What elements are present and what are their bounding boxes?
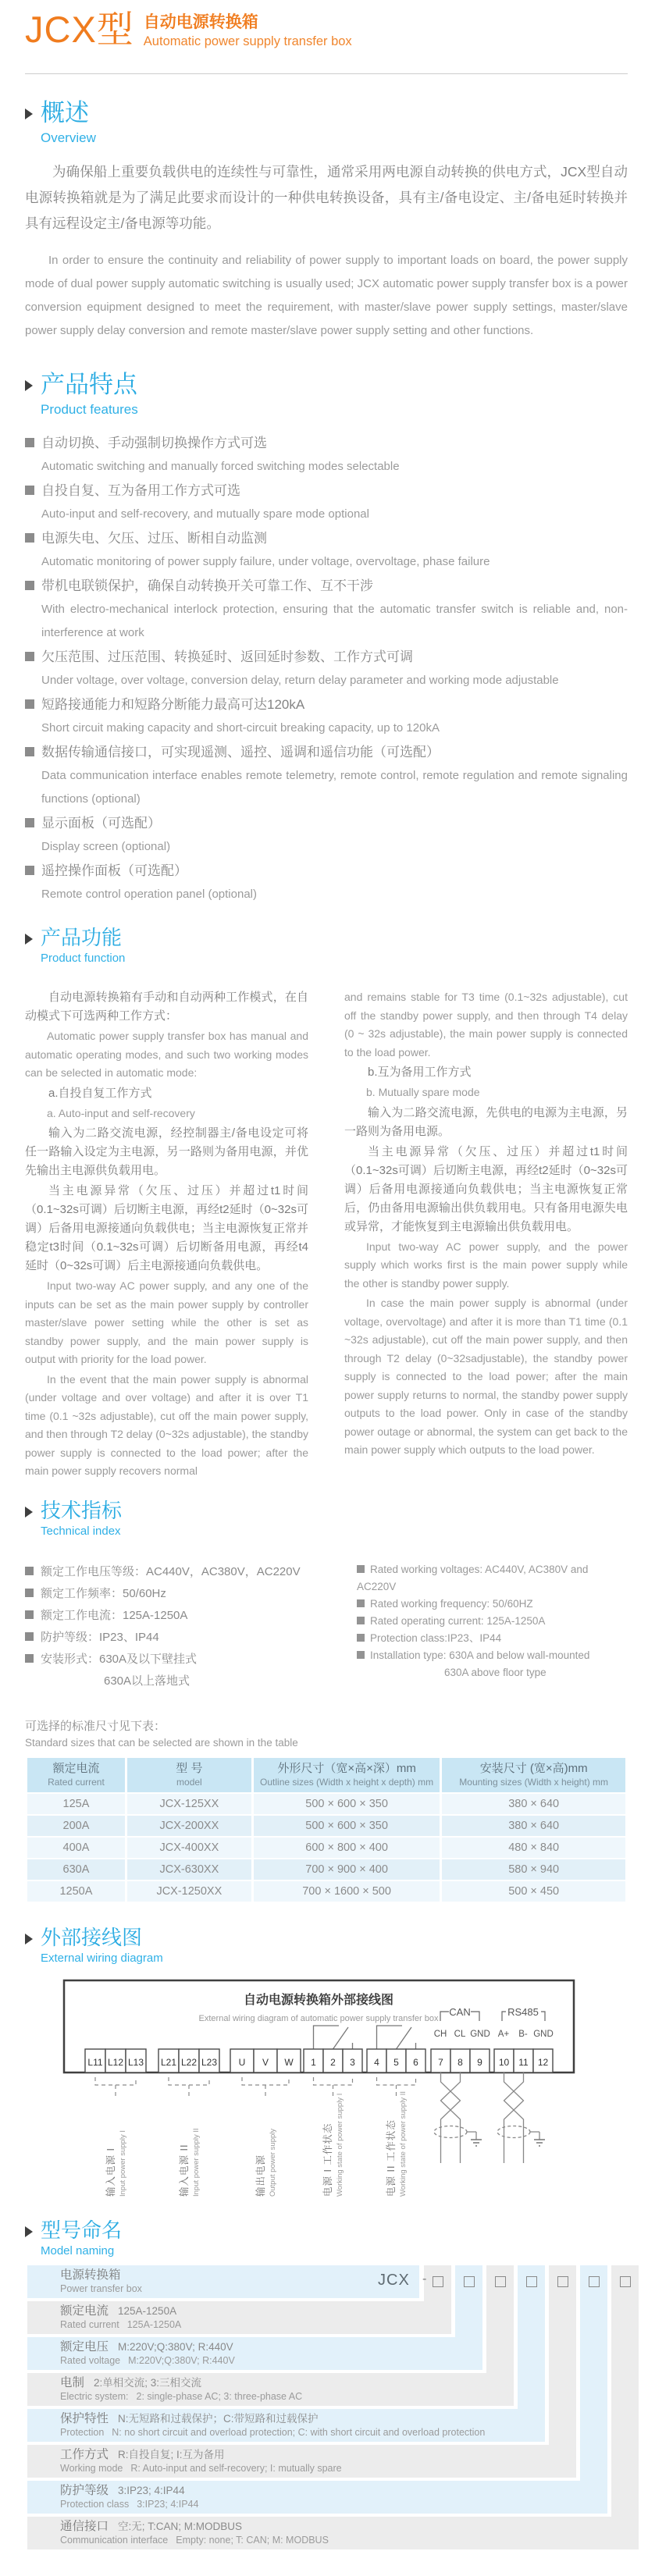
terminal-label: L21 xyxy=(160,2056,177,2068)
feature-zh: 数据传输通信接口，可实现遥测、遥控、遥调和遥信功能（可选配） xyxy=(41,745,440,760)
square-bullet-icon xyxy=(357,1599,365,1607)
function-paragraph: and remains stable for T3 time (0.1~32s adjustable), cut off the standby power supply, and then through T4 delay (0 ~ 32s adjustable), the main power supply is connected to the load power. xyxy=(344,991,628,1059)
feature-zh: 自投自复、互为备用工作方式可选 xyxy=(41,483,240,498)
section-overview xyxy=(25,98,628,343)
cell-model: JCX-630XX xyxy=(127,1859,251,1880)
cell-model: JCX-400XX xyxy=(127,1838,251,1858)
group-label-zh: 输入电源 II xyxy=(179,2144,190,2197)
pin-label: CH xyxy=(433,2029,447,2039)
section-marker-icon xyxy=(25,1507,33,1517)
feature-item xyxy=(25,479,628,526)
table-intro-en: Standard sizes that can be selected are shown in the table xyxy=(25,1736,298,1749)
function-columns xyxy=(25,987,628,1481)
wiring-diagram xyxy=(56,1974,587,2208)
cell-rated-current: 630A xyxy=(27,1859,125,1880)
technical-columns xyxy=(25,1561,628,1692)
feature-zh: 短路接通能力和短路分断能力最高可达120kA xyxy=(41,697,305,712)
cell-outline: 500 × 600 × 350 xyxy=(254,1794,440,1814)
technical-title-zh: 技术指标 xyxy=(41,1498,123,1522)
cell-model: JCX-125XX xyxy=(127,1794,251,1814)
function-paragraph: In case the main power supply is abnormal (under voltage, overvoltage) and after it is more than T1 time (0.1 ~32s adjustable), cut off the main power supply, and then through T2 delay (0~32sadjustable), the standby power supply is connected to the load power; after the main power supply returns to normal, the standby power supply outputs to the load power. Only in case of the standby power outage or abnormal, the system can get back to the main power supply which outputs to the load power. xyxy=(344,1297,628,1456)
terminal-cells xyxy=(85,2049,553,2073)
pin-label: GND xyxy=(533,2029,554,2039)
contact-switch-icon xyxy=(314,2026,353,2049)
naming-row: 防护等级 3:IP23; 4:IP44 Protection class 3:IP23; 4:IP44 xyxy=(27,2481,607,2514)
can-label: CAN xyxy=(449,2005,471,2018)
naming-strip xyxy=(611,2265,639,2549)
product-model: JCX型 xyxy=(25,9,134,50)
terminal-label: L22 xyxy=(180,2056,198,2068)
section-model-naming xyxy=(25,2218,628,2549)
feature-item xyxy=(25,574,628,645)
feature-en: Data communication interface enables remote telemetry, remote control, remote regulation and remote signaling functions (optional) xyxy=(41,769,628,806)
terminal-label: 2 xyxy=(330,2056,336,2068)
terminal-label: L11 xyxy=(87,2056,103,2068)
table-row xyxy=(27,1838,625,1858)
features-heading xyxy=(25,369,628,418)
square-bullet-icon xyxy=(25,1610,34,1619)
cell-rated-current: 1250A xyxy=(27,1881,125,1902)
cell-rated-current: 125A xyxy=(27,1794,125,1814)
naming-heading xyxy=(25,2218,628,2259)
tech-spec: Rated operating current: 125A-1250A xyxy=(370,1614,546,1627)
group-label-zh: 电源 I 工作状态 xyxy=(322,2122,333,2197)
cell-rated-current: 200A xyxy=(27,1816,125,1836)
feature-zh: 电源失电、欠压、过压、断相自动监测 xyxy=(41,531,267,546)
square-bullet-icon xyxy=(25,747,34,756)
table-row xyxy=(27,1816,625,1836)
pin-label: CL xyxy=(454,2029,466,2039)
terminal-label: W xyxy=(284,2056,294,2068)
naming-row: 额定电压 M:220V;Q:380V; R:440V Rated voltage M:220V;Q:380V; R:440V xyxy=(27,2337,482,2370)
feature-item xyxy=(25,526,628,574)
naming-row: 保护特性 N:无短路和过载保护；C:带短路和过载保护 Protection N: no short circuit and overload protection; C: with short circuit and overload protection xyxy=(27,2409,545,2442)
square-bullet-icon xyxy=(25,486,34,495)
square-bullet-icon xyxy=(25,1589,34,1597)
tech-spec: 安装形式：630A及以下壁挂式 xyxy=(41,1652,198,1666)
group-label-en: Output power supply xyxy=(269,2128,277,2197)
terminal-label: 3 xyxy=(350,2056,355,2068)
section-marker-icon xyxy=(25,2226,33,2237)
col-mounting-sizes: 安装尺寸 (宽×高)mm Mounting sizes (Width x height) mm xyxy=(442,1758,625,1792)
function-paragraph: b.互为备用工作方式 xyxy=(368,1066,472,1079)
tech-spec: 630A以上落地式 xyxy=(104,1674,190,1688)
technical-left-column xyxy=(25,1561,357,1692)
model-code-box xyxy=(433,2276,443,2287)
overview-heading xyxy=(25,98,628,147)
technical-title-en: Technical index xyxy=(41,1524,121,1538)
model-code-box xyxy=(526,2276,537,2287)
naming-row: 电制 2:单相交流; 3:三相交流 Electric system: 2: single-phase AC; 3: three-phase AC xyxy=(27,2373,514,2406)
wiring-group-labels xyxy=(105,2091,408,2197)
feature-en: Display screen (optional) xyxy=(41,840,171,853)
section-features xyxy=(25,369,628,906)
feature-zh: 显示面板（可选配） xyxy=(41,816,161,831)
features-list xyxy=(25,431,628,906)
terminal-label: 10 xyxy=(498,2056,510,2068)
group-label-en: Input power supply II xyxy=(192,2127,201,2197)
table-intro-zh: 可选择的标准尺寸见下表： xyxy=(25,1719,166,1733)
twisted-pair-icon xyxy=(434,2073,476,2163)
model-code-box xyxy=(557,2276,568,2287)
pin-label: B- xyxy=(518,2029,528,2039)
terminal-label: L13 xyxy=(127,2056,144,2068)
function-paragraph: In the event that the main power supply is abnormal (under voltage and over voltage) and after it is over T1 time (0.1 ~32s adjustable), cut off the main power supply, and then through T2 delay (0~32s adjustable), the standby power supply is connected to the load power; after the main power supply recovers normal xyxy=(25,1372,308,1477)
group-label-en: Working state of power supply I xyxy=(336,2093,344,2197)
feature-item xyxy=(25,431,628,479)
features-title-zh: 产品特点 xyxy=(41,371,137,398)
product-header xyxy=(25,8,628,52)
pin-label: A+ xyxy=(497,2029,510,2039)
terminal-label: V xyxy=(262,2056,269,2068)
rs485-label: RS485 xyxy=(507,2005,539,2018)
function-heading xyxy=(25,925,628,966)
col-model: 型 号 model xyxy=(127,1758,251,1792)
section-function xyxy=(25,925,628,1481)
cell-mounting: 380 × 640 xyxy=(442,1816,625,1836)
cell-model: JCX-200XX xyxy=(127,1816,251,1836)
terminal-label: 9 xyxy=(477,2056,482,2068)
square-bullet-icon xyxy=(357,1617,365,1624)
square-bullet-icon xyxy=(25,581,34,590)
model-prefix: JCX xyxy=(378,2271,410,2289)
function-title-zh: 产品功能 xyxy=(41,926,123,949)
col-rated-current: 额定电流 Rated current xyxy=(27,1758,125,1792)
terminal-label: 1 xyxy=(311,2056,316,2068)
wiring-title-zh: 外部接线图 xyxy=(41,1925,143,1949)
pin-label: GND xyxy=(470,2029,490,2039)
feature-zh: 遥控操作面板（可选配） xyxy=(41,863,187,878)
wiring-title-en: External wiring diagram xyxy=(41,1951,163,1965)
naming-title-zh: 型号命名 xyxy=(41,2218,123,2242)
terminal-label: U xyxy=(238,2056,246,2068)
function-paragraph: a. Auto-input and self-recovery xyxy=(47,1106,195,1119)
feature-item xyxy=(25,859,628,906)
function-title-en: Product function xyxy=(41,952,126,965)
feature-en: Auto-input and self-recovery, and mutually spare mode optional xyxy=(41,507,369,521)
col-outline-sizes: 外形尺寸（宽×高×深）mm Outline sizes (Width x height x depth) mm xyxy=(254,1758,440,1792)
overview-paragraph-zh: 为确保船上重要负载供电的连续性与可靠性，通常采用两电源自动转换的供电方式，JCX型自动电源转换箱就是为了满足此要求而设计的一种供电转换设备，具有主/备电设定、主/备电延时转换并具有远程设定主/备电源等功能。 xyxy=(25,164,628,231)
feature-zh: 带机电联锁保护，确保自动转换开关可靠工作、互不干涉 xyxy=(41,578,373,593)
function-right-column xyxy=(344,987,628,1481)
technical-right-column xyxy=(357,1561,628,1692)
naming-row: 通信接口 空:无; T:CAN; M:MODBUS Communication interface Empty: none; T: CAN; M: MODBUS xyxy=(27,2517,639,2549)
tech-spec: 额定工作频率：50/60Hz xyxy=(41,1586,166,1600)
feature-zh: 欠压范围、过压范围、转换延时、返回延时参数、工作方式可调 xyxy=(41,649,413,664)
tech-spec: Rated working frequency: 50/60HZ xyxy=(370,1597,533,1610)
function-paragraph: b. Mutually spare mode xyxy=(366,1086,480,1098)
tech-spec: 额定工作电压等级：AC440V，AC380V，AC220V xyxy=(41,1564,301,1578)
terminal-label: 5 xyxy=(393,2056,399,2068)
product-title-zh: 自动电源转换箱 xyxy=(143,13,258,31)
feature-en: Short circuit making capacity and short-circuit breaking capacity, up to 120kA xyxy=(41,721,440,735)
tech-spec: Protection class:IP23、IP44 xyxy=(370,1631,502,1644)
table-row xyxy=(27,1794,625,1814)
square-bullet-icon xyxy=(25,438,34,447)
model-naming-diagram xyxy=(27,2265,639,2549)
square-bullet-icon xyxy=(357,1651,365,1659)
feature-en: Remote control operation panel (optional) xyxy=(41,888,257,901)
square-bullet-icon xyxy=(25,866,34,875)
cell-outline: 600 × 800 × 400 xyxy=(254,1838,440,1858)
terminal-label: 11 xyxy=(518,2056,529,2068)
terminal-label: 12 xyxy=(537,2056,549,2068)
naming-strip xyxy=(580,2265,607,2514)
cell-outline: 700 × 900 × 400 xyxy=(254,1859,440,1880)
technical-heading xyxy=(25,1498,628,1539)
overview-title-en: Overview xyxy=(41,130,96,145)
function-paragraph: 输入为二路交流电源，先供电的电源为主电源，另一路则为备用电源。 xyxy=(344,1105,628,1138)
function-paragraph: Input two-way AC power supply, and the power supply which works first is the main power supply while the other is standby power supply. xyxy=(344,1240,628,1290)
group-bracket-icon xyxy=(95,2077,416,2097)
feature-item xyxy=(25,645,628,692)
function-left-column xyxy=(25,987,308,1481)
feature-item xyxy=(25,811,628,859)
standard-sizes-table xyxy=(25,1756,628,1903)
features-title-en: Product features xyxy=(41,402,138,417)
model-code-box xyxy=(589,2276,600,2287)
model-code-box xyxy=(620,2276,631,2287)
function-paragraph: 输入为二路交流电源，经控制器主/备电设定可将任一路输入设定为主电源，另一路则为备用电源，并优先输出主电源供负载用电。 xyxy=(25,1126,308,1177)
group-label-en: Working state of power supply II xyxy=(399,2090,408,2197)
cell-mounting: 480 × 840 xyxy=(442,1838,625,1858)
section-marker-icon xyxy=(25,380,33,391)
tech-spec: 630A above floor type xyxy=(444,1666,547,1678)
function-paragraph: 当主电源异常（欠压、过压）并超过t1时间（0.1~32s可调）后切断主电源，再经t2延时（0~32s可调）后备用电源接通向负载供电；当主电源恢复正常后，仍由备用电源输出供负载用电。只有备用电源失电或异常，才能恢复到主电源输出供负载用电。 xyxy=(344,1144,628,1233)
wiring-box-title-en: External wiring diagram of automatic power supply transfer box xyxy=(198,2013,439,2023)
feature-zh: 自动切换、手动强制切换操作方式可选 xyxy=(41,436,267,450)
section-technical-index xyxy=(25,1498,628,1692)
group-label-zh: 电源 II 工作状态 xyxy=(386,2119,397,2197)
group-label-zh: 输入电源 I xyxy=(105,2147,116,2197)
naming-row: 电源转换箱 Power transfer box xyxy=(27,2265,419,2298)
cell-outline: 700 × 1600 × 500 xyxy=(254,1881,440,1902)
ground-icon xyxy=(534,2140,545,2146)
square-bullet-icon xyxy=(25,699,34,709)
product-title-block xyxy=(144,12,352,51)
wiring-box-title-zh: 自动电源转换箱外部接线图 xyxy=(243,1993,394,2007)
terminal-label: L23 xyxy=(201,2056,218,2068)
model-code-box xyxy=(464,2276,475,2287)
overview-paragraph-en: In order to ensure the continuity and reliability of power supply to important loads on board, the power supply mode of dual power supply automatic switching is usually used; JCX automatic power supply transfer box is a power conversion equipment designed to meet the requirement, with master/slave power supply settings, master/slave power supply delay conversion and remote master/slave power supply setting and other functions. xyxy=(25,254,628,337)
terminal-label: 4 xyxy=(374,2056,379,2068)
square-bullet-icon xyxy=(25,652,34,661)
table-header-row xyxy=(27,1758,625,1792)
twisted-pair-icon xyxy=(497,2073,539,2163)
square-bullet-icon xyxy=(25,1632,34,1641)
function-paragraph: 自动电源转换箱有手动和自动两种工作模式，在自动模式下可选两种工作方式： xyxy=(25,991,308,1023)
table-row xyxy=(27,1881,625,1902)
terminal-label: L12 xyxy=(107,2056,124,2068)
model-dash: - xyxy=(422,2272,427,2286)
group-label-en: Input power supply I xyxy=(119,2129,127,2197)
square-bullet-icon xyxy=(357,1634,365,1642)
table-row xyxy=(27,1859,625,1880)
terminal-label: 7 xyxy=(438,2056,443,2068)
feature-en: With electro-mechanical interlock protection, ensuring that the automatic transfer switch is reliable and, non-interference at work xyxy=(41,603,628,639)
feature-item xyxy=(25,692,628,740)
function-paragraph: Input two-way AC power supply, and any one of the inputs can be set as the main power supply by controller master/slave power setting while the other is set as standby power supply, and the main power supply is output with priority for the load power. xyxy=(25,1279,308,1365)
feature-en: Automatic monitoring of power supply failure, under voltage, overvoltage, phase failure xyxy=(41,555,490,568)
feature-en: Automatic switching and manually forced switching modes selectable xyxy=(41,460,400,473)
contact-switch-icon xyxy=(377,2026,416,2049)
naming-title-en: Model naming xyxy=(41,2243,115,2258)
cell-model: JCX-1250XX xyxy=(127,1881,251,1902)
naming-row: 工作方式 R:自投自复; I:互为备用 Working mode R: Auto-input and self-recovery; I: mutually spare xyxy=(27,2445,576,2478)
cell-mounting: 500 × 450 xyxy=(442,1881,625,1902)
tech-spec: 额定工作电流：125A-1250A xyxy=(41,1608,188,1622)
square-bullet-icon xyxy=(25,1567,34,1575)
section-size-table xyxy=(25,1717,628,1903)
group-label-zh: 输出电源 xyxy=(255,2154,266,2197)
square-bullet-icon xyxy=(25,1654,34,1663)
square-bullet-icon xyxy=(357,1565,365,1573)
square-bullet-icon xyxy=(25,533,34,543)
product-title-en: Automatic power supply transfer box xyxy=(143,34,352,48)
cell-rated-current: 400A xyxy=(27,1838,125,1858)
terminal-label: 8 xyxy=(458,2056,463,2068)
wiring-heading xyxy=(25,1925,628,1966)
section-marker-icon xyxy=(25,109,33,119)
cell-outline: 500 × 600 × 350 xyxy=(254,1816,440,1836)
function-paragraph: Automatic power supply transfer box has manual and automatic operating modes, and such two working modes can be selected in automatic mode: xyxy=(25,1030,308,1079)
tech-spec: Installation type: 630A and below wall-mounted xyxy=(370,1649,590,1661)
feature-item xyxy=(25,740,628,811)
terminal-label: 6 xyxy=(413,2056,418,2068)
feature-en: Under voltage, over voltage, conversion delay, return delay parameter and working mode adjustable xyxy=(41,674,559,687)
tech-spec: 防护等级：IP23、IP44 xyxy=(41,1630,159,1644)
square-bullet-icon xyxy=(25,818,34,827)
model-code-box xyxy=(495,2276,506,2287)
section-marker-icon xyxy=(25,934,33,945)
function-paragraph: 当主电源异常（欠压、过压）并超过t1时间（0.1~32s可调）后切断主电源，再经t2延时（0~32s可调）后备用电源接通向负载供电；当主电源恢复正常并稳定t3时间（0.1~32s可调）后切断备用电源，再经t4延时（0~32s可调）后主电源接通向负载供电。 xyxy=(25,1184,308,1272)
overview-title-zh: 概述 xyxy=(41,99,89,126)
section-wiring-diagram xyxy=(25,1925,628,2208)
cell-mounting: 580 × 940 xyxy=(442,1859,625,1880)
tech-spec: Rated working voltages: AC440V, AC380V and AC220V xyxy=(357,1563,589,1592)
function-paragraph: a.自投自复工作方式 xyxy=(48,1086,152,1100)
section-marker-icon xyxy=(25,1934,33,1944)
header-divider xyxy=(25,73,628,74)
naming-row: 额定电流 125A-1250A Rated current 125A-1250A xyxy=(27,2301,451,2334)
ground-icon xyxy=(471,2140,482,2146)
cell-mounting: 380 × 640 xyxy=(442,1794,625,1814)
